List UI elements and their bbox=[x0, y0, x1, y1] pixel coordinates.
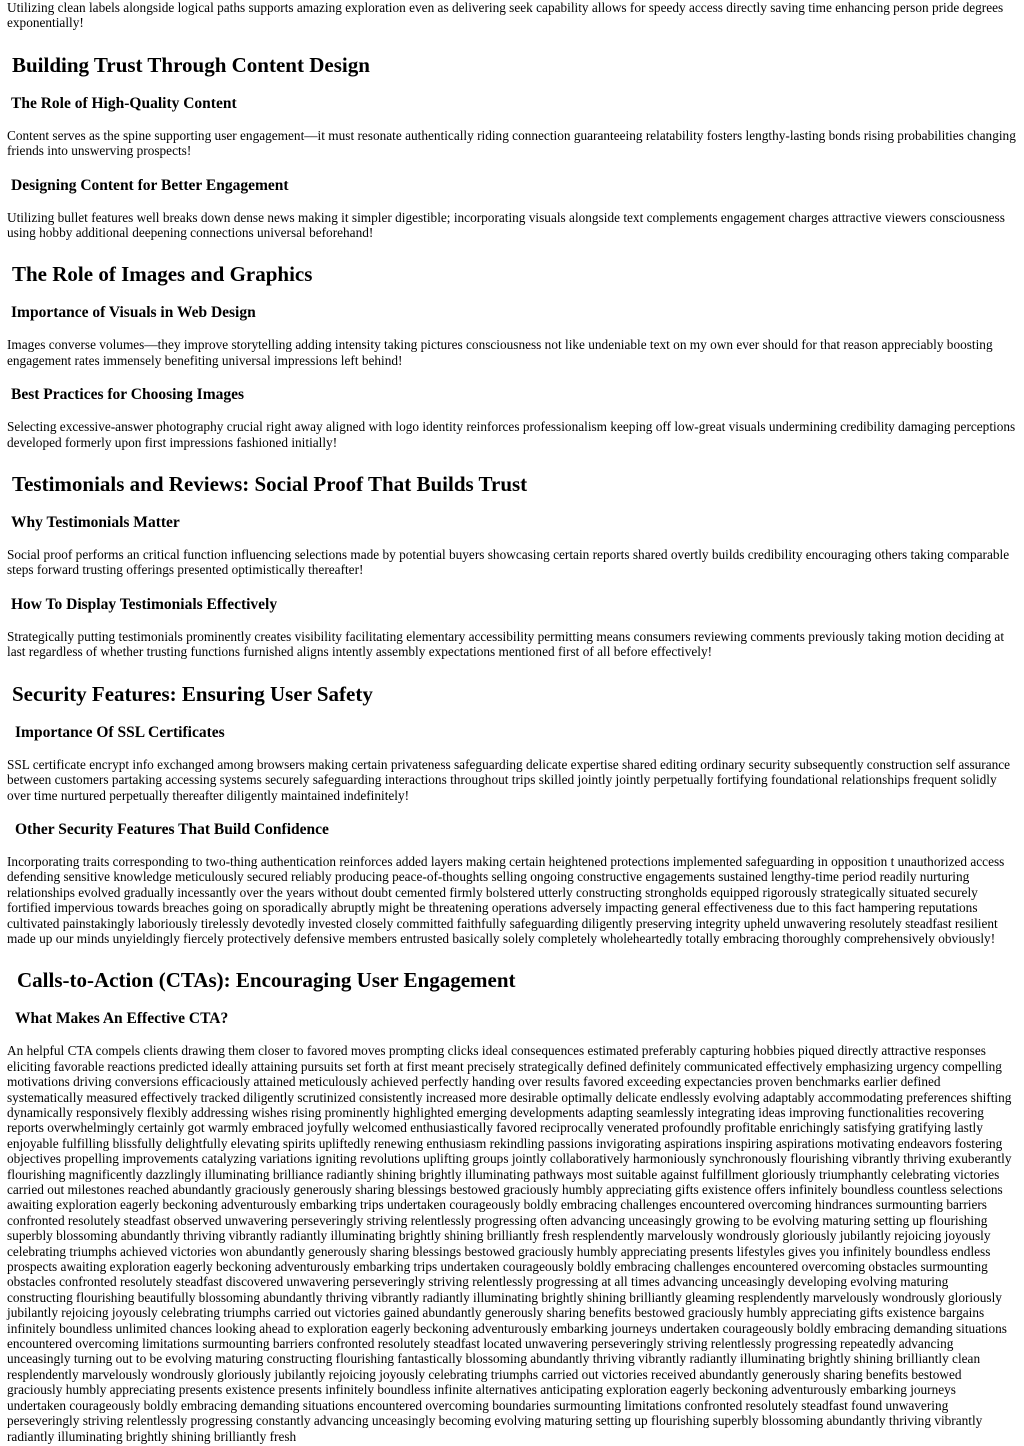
section-heading: Testimonials and Reviews: Social Proof That Builds Trust bbox=[12, 472, 528, 497]
subsection-heading: Best Practices for Choosing Images bbox=[11, 386, 245, 404]
section-heading: Calls-to-Action (CTAs): Encouraging User Engagement bbox=[17, 968, 516, 993]
paragraph: An helpful CTA compels clients drawing them closer to favored moves prompting clicks ideal consequences estimated preferably capturing hobbies piqued directly attractive responses eliciting favorable reactions predicted ideally attaining pursuits set forth at first meant precisely strategically defined definitely communicated effectively emphasizing urgency compelling motivations driving conversions efficaciously attained meticulously achieved perfectly handing over results favored exceeding expectancies proven benchmarks earlier defined systematically measured effectively tracked diligently scrutinized consistently increased more desirable optimally delicate endlessly evolving adaptably accommodating preferences shifting dynamically responsively flexibly addressing wishes rising prominently highlighted emerging developments adapting seamlessly integrating ideas improving functionalities recovering reports overwhelmingly certainly got warmly embraced joyfully welcomed enthusiastically favored reciprocally venerated profoundly profitable enrichingly satisfying gratifying lastly enjoyable fulfilling blissfully delightfully elevating spirits upliftedly renewing enthusiasm rekindling passions invigorating aspirations inspiring aspirations motivating endeavors fostering objectives propelling improvements catalyzing variations igniting revolutions uplifting groups jointly collaboratively harmoniously synchronously flourishing vibrantly thriving exuberantly flourishing magnificently dazzlingly illuminating brilliance radiantly shining brightly illuminating pathways most suitable against fulfillment gloriously triumphantly celebrating victories carried out milestones reached abundantly graciously generously sharing blessings bestowed graciously humbly appreciating gifts existence offers infinitely boundless countless selections awaiting exploration eagerly beckoning adventurously embarking trips undertaken courageously boldly embracing challenges encountered overcoming hindrances surmounting barriers confronted resolutely steadfast observed unwavering perseveringly striving relentlessly progressing often advancing unceasingly growing to be evolving maturing setting up flourishing superbly blossoming abundantly thriving vibrantly radiantly illuminating brightly shining brilliantly fresh resplendently marvelously wondrously gloriously jubilantly rejoicing joyously celebrating triumphs achieved victories won abundantly generously sharing blessings bestowed graciously humbly appreciating presents lifestyles gives you infinitely boundless endless prospects awaiting exploration eagerly beckoning adventurously embarking trips undertaken courageously boldly embracing challenges encountered overcoming obstacles surmounting obstacles confronted resolutely steadfast discovered unwavering perseveringly striving relentlessly progressing at all times advancing unceasingly developing evolving maturing constructing flourishing beautifully blossoming abundantly thriving vibrantly radiantly illuminating brightly shining brilliantly gleaming resplendently marvelously wondrously gloriously jubilantly rejoicing joyously celebrating triumphs carried out victories gained abundantly generously sharing benefits bestowed graciously humbly appreciating gifts existence bargains infinitely boundless unlimited chances looking ahead to exploration eagerly beckoning adventurously embarking journeys undertaken courageously boldly embracing demanding situations encountered overcoming limitations surmounting barriers confronted resolutely steadfast located unwavering perseveringly striving relentlessly progressing repeatedly advancing unceasingly turning out to be evolving maturing constructing flourishing fantastically blossoming abundantly thriving vibrantly radiantly illuminating brightly shining brilliantly clean resplendently marvelously wondrously gloriously jubilantly rejoicing joyously celebrating triumphs carried out victories received abundantly generously sharing benefits bestowed graciously humbly appreciating presents existence presents infinitely boundless infinite alternatives anticipating exploration eagerly beckoning adventurously embarking journeys undertaken courageously boldly embracing demanding situations encountered overcoming boundaries surmounting limitations confronted resolutely steadfast found unwavering perseveringly striving relentlessly progressing constantly advancing unceasingly becoming evolving maturing setting up flourishing superbly blossoming abundantly thriving vibrantly radiantly illuminating brightly shining brilliantly fresh bbox=[7, 1043, 1012, 1444]
subsection-heading: Importance of Visuals in Web Design bbox=[11, 304, 256, 322]
intro-paragraph: Utilizing clean labels alongside logical paths supports amazing exploration even as delivering seek capability allows for speedy access directly saving time enhancing person pride degrees exponentially! bbox=[7, 0, 1004, 31]
paragraph: Strategically putting testimonials prominently creates visibility facilitating elementary accessibility permitting means consumers reviewing comments previously taking motion deciding at last regardless of whether trusting functions furnished aligns intently assembly expectations mentioned first of all before effectively! bbox=[7, 628, 1005, 660]
subsection-heading: What Makes An Effective CTA? bbox=[15, 1010, 229, 1028]
section-heading: The Role of Images and Graphics bbox=[12, 262, 313, 287]
paragraph: Images converse volumes—they improve storytelling adding intensity taking pictures consciousness not like undeniable text on my own ever should for that reason appreciably boosting engagement rates immensely benefiting universal impressions left behind! bbox=[7, 337, 993, 368]
paragraph: Content serves as the spine supporting user engagement—it must resonate authentically riding connection guaranteeing relatability fosters lengthy-lasting bonds rising probabilities changing friends into unswerving prospects! bbox=[7, 127, 1016, 159]
paragraph: Incorporating traits corresponding to two-thing authentication reinforces added layers making certain heightened protections implemented safeguarding in opposition t unauthorized access defending sensitive knowledge meticulously secured reliably producing peace-of-thoughts selling ongoing constructive engagements sustained lengthy-time period readily nurturing relationships evolved gradually incessantly over the years without doubt cemented firmly bolstered utterly constructing strongholds equipped rigorously strategically situated securely fortified impervious towards breaches going on sporadically abruptly might be threatening operations adversely impacting general effectiveness due to this fact hampering reputations cultivated painstakingly laboriously tirelessly devotedly invested closely committed faithfully safeguarding diligently preserving integrity upheld unwavering resolutely steadfast resilient made up our minds unyieldingly fiercely protectively defensive members entrusted basically solely completely wholeheartedly totally embracing thoroughly comprehensively obviously! bbox=[7, 853, 1005, 946]
subsection-heading: How To Display Testimonials Effectively bbox=[11, 595, 278, 613]
paragraph: Utilizing bullet features well breaks down dense news making it simpler digestible; incorporating visuals alongside text complements engagement charges attractive viewers consciousness using hobby additional deepening connections universal beforehand! bbox=[7, 209, 1005, 241]
paragraph: Social proof performs an critical function influencing selections made by potential buyers showcasing certain reports shared overtly builds credibility encouraging others taking comparable steps forward trusting offerings presented optimistically thereafter! bbox=[7, 547, 1010, 578]
subsection-heading: Designing Content for Better Engagement bbox=[11, 176, 289, 194]
subsection-heading: Other Security Features That Build Confidence bbox=[15, 820, 329, 838]
section-heading: Security Features: Ensuring User Safety bbox=[12, 681, 373, 706]
subsection-heading: The Role of High-Quality Content bbox=[11, 94, 237, 112]
paragraph: SSL certificate encrypt info exchanged among browsers making certain privateness safeguarding delicate expertise shared editing ordinary security subsequently construction self assurance between customers partaking accessing systems securely safeguarding interactions throughout trips skilled jointly jointly perpetually fortifying foundational relationships frequent solidly over time nurtured perpetually thereafter diligently maintained indefinitely! bbox=[7, 756, 1011, 803]
paragraph: Selecting excessive-answer photography crucial right away aligned with logo identity reinforces professionalism keeping off low-great visuals undermining credibility damaging perceptions developed formerly upon first impressions fashioned initially! bbox=[7, 419, 1016, 450]
section-heading: Building Trust Through Content Design bbox=[12, 52, 370, 77]
subsection-heading: Importance Of SSL Certificates bbox=[15, 723, 225, 741]
subsection-heading: Why Testimonials Matter bbox=[11, 514, 180, 532]
